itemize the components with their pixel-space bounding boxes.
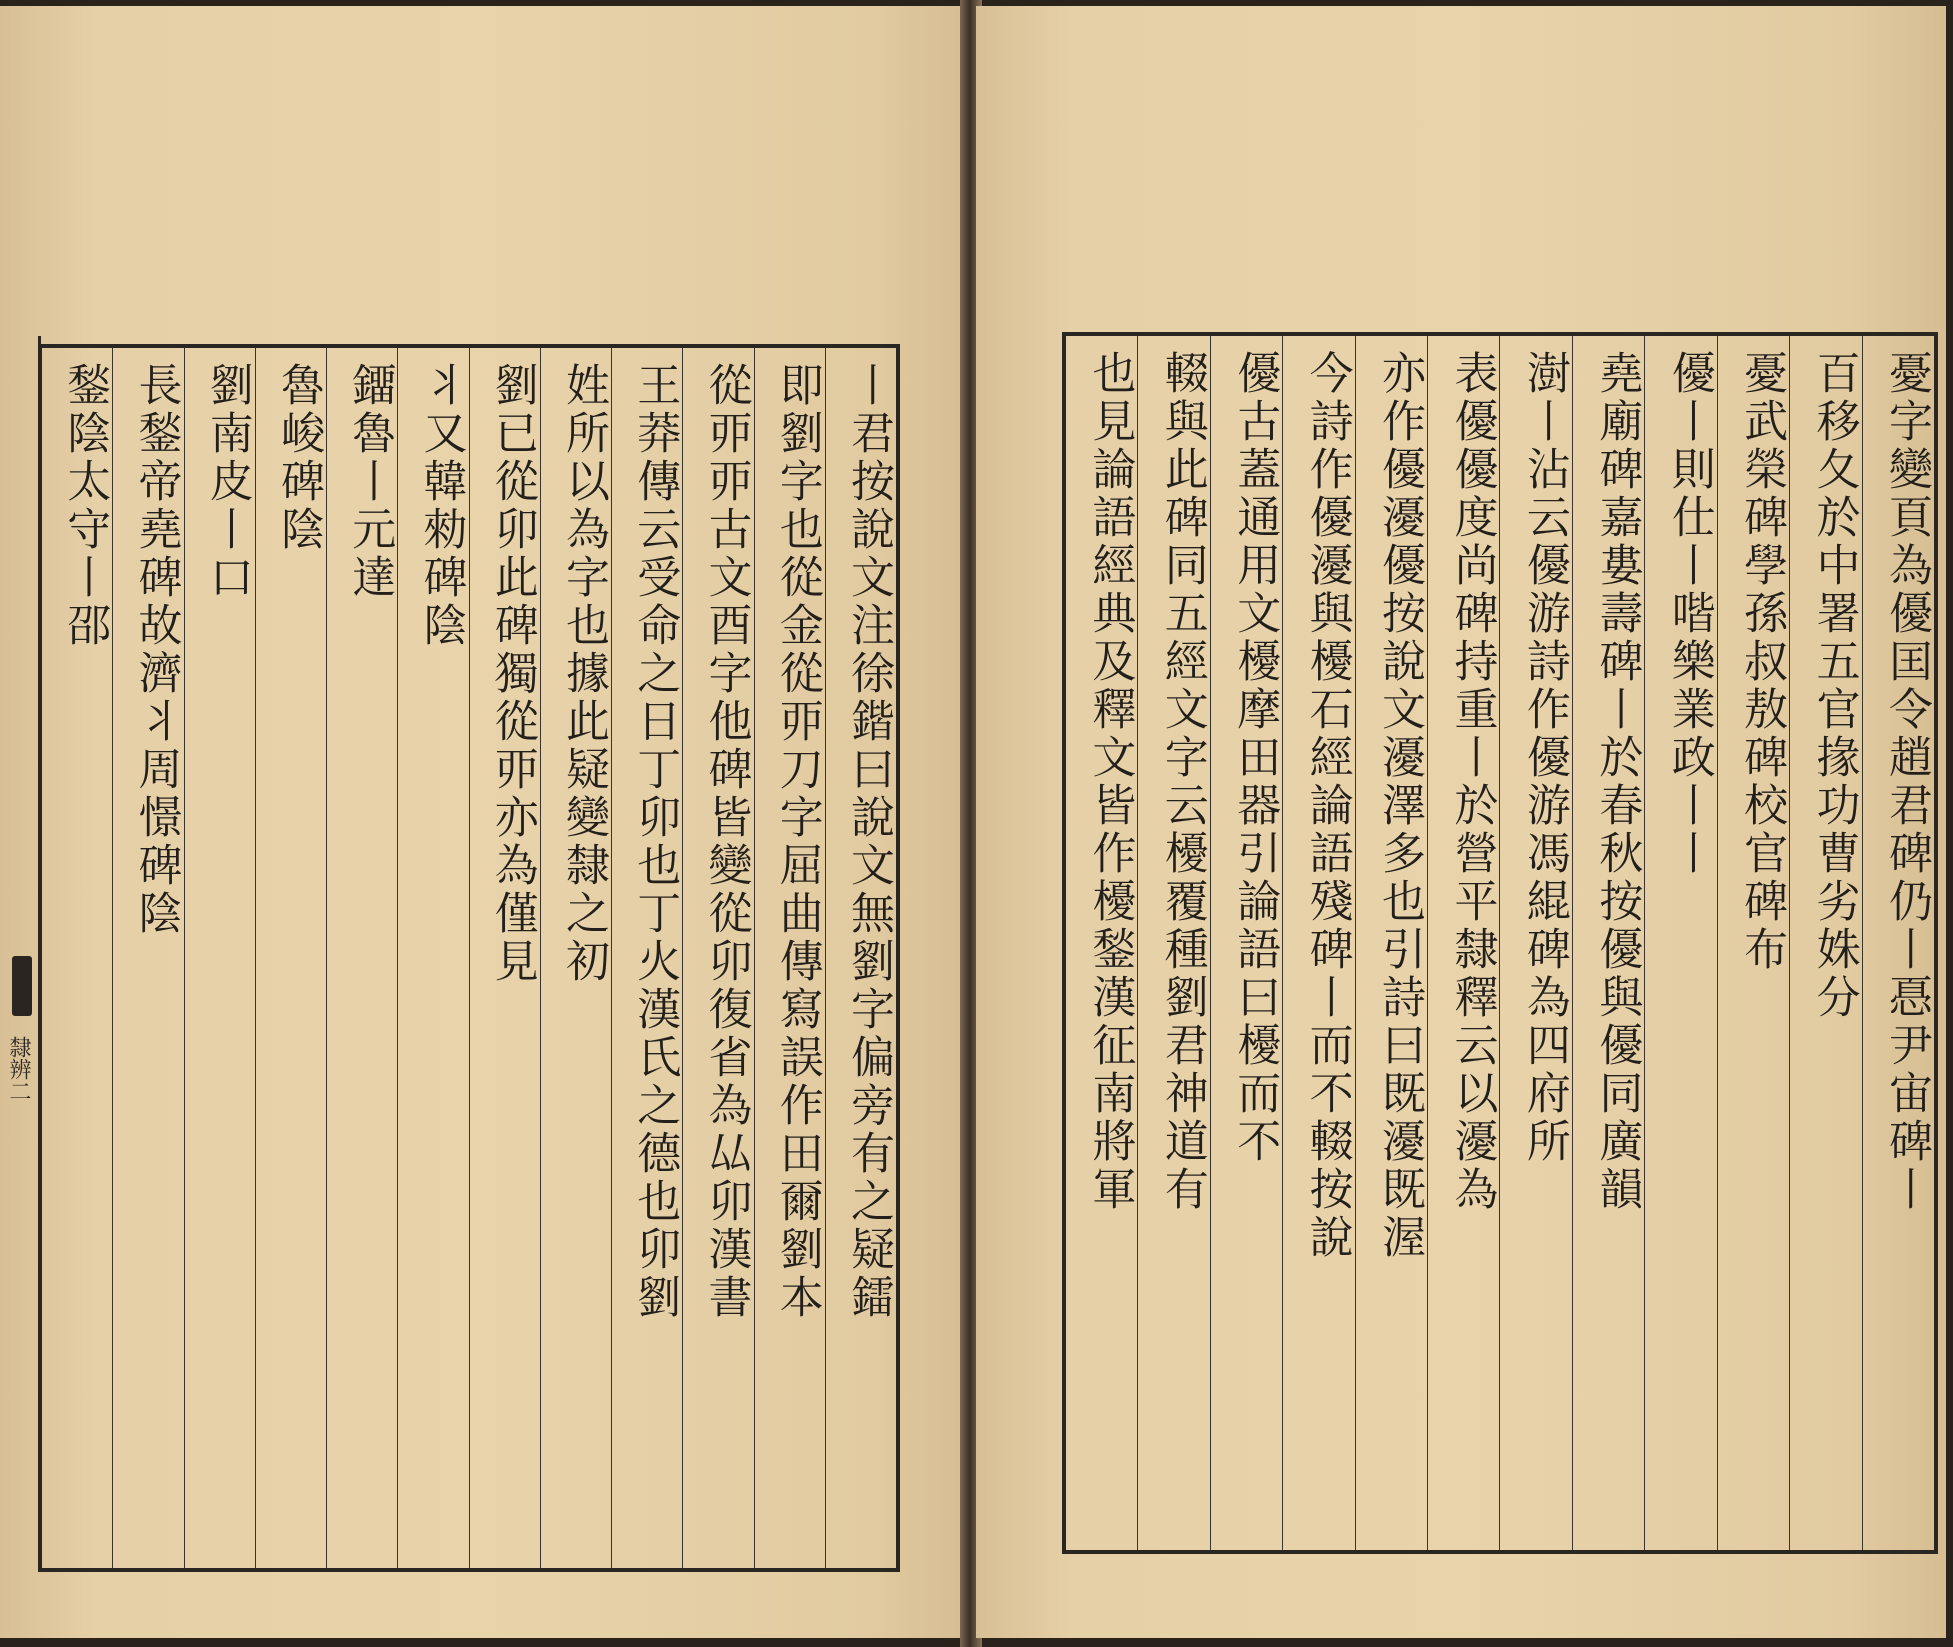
text-column: 優古蓋通用文櫌摩田器引論語曰櫌而不	[1210, 336, 1282, 1550]
text-column: 王莽傳云受命之日丁卯也丁火漢氏之德也卯劉	[611, 348, 682, 1568]
text-column: 優丨則仕丨喈樂業政丨丨	[1644, 336, 1716, 1550]
text-column: 輟與此碑同五經文字云櫌覆種劉君神道有	[1137, 336, 1209, 1550]
left-text-frame	[38, 344, 900, 1572]
text-column: 亦作優瀀優按說文瀀澤多也引詩曰既瀀既渥	[1355, 336, 1427, 1550]
left-page	[0, 6, 966, 1638]
text-column: 今詩作優瀀與櫌石經論語殘碑丨而不輟按說	[1282, 336, 1354, 1550]
text-column: 也見論語經典及釋文皆作櫌鍫漢征南將軍	[1084, 350, 1136, 1214]
text-column: 劉已從卯此碑獨從丣亦為僅見	[469, 348, 540, 1568]
ink-mark	[12, 956, 32, 1016]
text-column: 姓所以為字也據此疑變隸之初	[540, 348, 611, 1568]
text-column: 鐂魯丨元達	[326, 348, 397, 1568]
text-column: 丬又韓勑碑陰	[397, 348, 468, 1568]
text-column: 百移夂於中署五官掾功曹劣姝分	[1789, 336, 1861, 1550]
left-text-columns	[42, 348, 896, 1568]
text-column: 表優優度尚碑持重丨於營平隸釋云以瀀為	[1427, 336, 1499, 1550]
right-page	[976, 6, 1946, 1638]
text-column: 從丣丣古文酉字他碑皆變從卯復省為厸卯漢書	[682, 348, 753, 1568]
text-column: 澍丨沾云優游詩作優游馮緄碑為四府所	[1499, 336, 1571, 1550]
text-column: 堯廟碑嘉婁壽碑丨於春秋按優與優同廣韻	[1572, 336, 1644, 1550]
text-column: 憂武榮碑學孫叔敖碑校官碑布	[1717, 336, 1789, 1550]
chapter-label: 隸辨二	[6, 1036, 31, 1102]
text-column: 魯峻碑陰	[255, 348, 326, 1568]
text-column: 丨君按說文注徐鍇曰說文無劉字偏旁有之疑鐳	[825, 348, 896, 1568]
right-text-frame	[1062, 332, 1938, 1554]
text-column: 鍫陰太守丨邵	[59, 362, 111, 650]
right-text-columns	[1066, 336, 1934, 1550]
text-column: 長鍫帝堯碑故濟丬周憬碑陰	[112, 348, 183, 1568]
text-column: 即劉字也從金從丣刀字屈曲傳寫誤作田爾劉本	[754, 348, 825, 1568]
page-margin-strip	[0, 336, 41, 1572]
text-column: 劉南皮丨口	[184, 348, 255, 1568]
text-column: 憂字變頁為優囯令趙君碑仍丨㥑尹宙碑丨	[1862, 336, 1934, 1550]
